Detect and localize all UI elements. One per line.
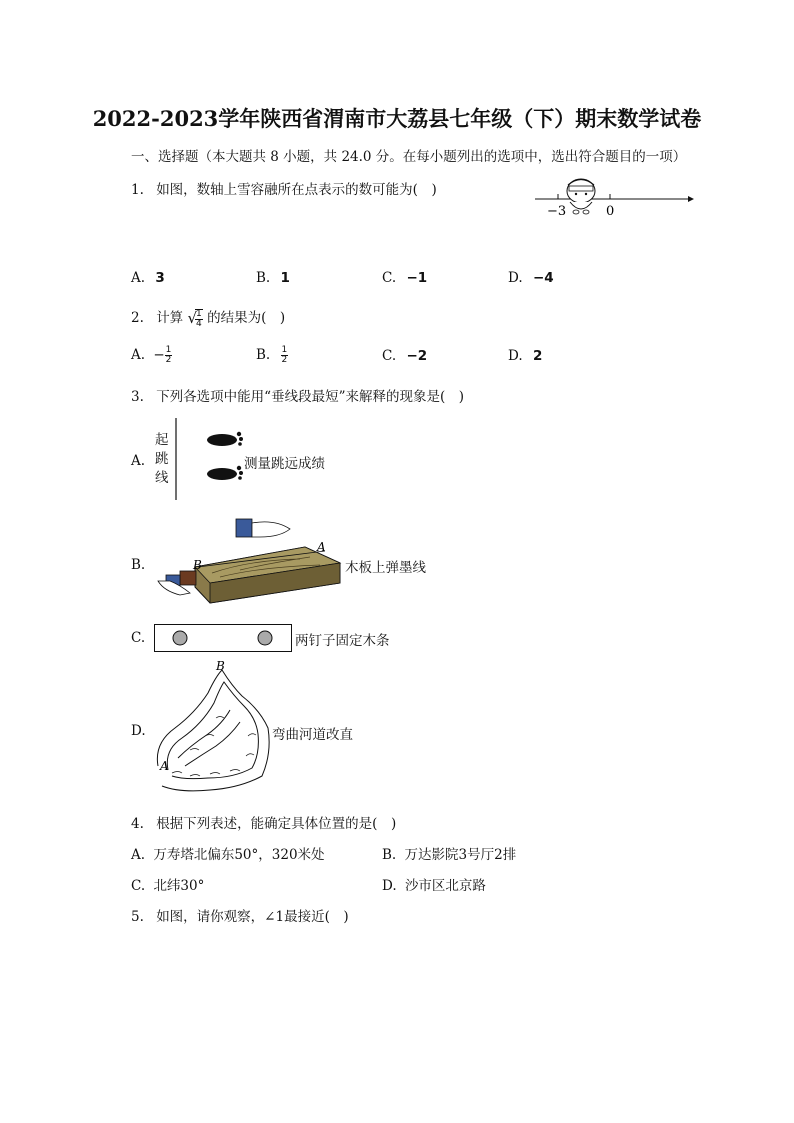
question-5 xyxy=(131,905,349,925)
question-number: 1. xyxy=(131,182,144,198)
long-jump-figure xyxy=(172,418,247,502)
question-text: 如图，请你观察，∠1最接近( ) xyxy=(156,909,349,925)
axis-label: −3 xyxy=(547,204,567,219)
question-number: 4. xyxy=(131,816,144,832)
q3-option-a-caption: 测量跳远成绩 xyxy=(244,456,325,472)
q3-option-c-caption: 两钉子固定木条 xyxy=(295,633,390,649)
q3-option-d[interactable]: D. xyxy=(131,723,146,739)
q2-option-b[interactable]: B. $\frac{1}{2}$ xyxy=(256,345,288,365)
river-figure xyxy=(150,658,275,800)
question-text: 如图，数轴上雪容融所在点表示的数可能为( ) xyxy=(156,182,437,198)
q4-option-c[interactable]: C. 北纬30° xyxy=(131,878,205,894)
question-text: 下列各选项中能用“垂线段最短”来解释的现象是( ) xyxy=(156,389,465,405)
q2-option-c[interactable]: C. −2 xyxy=(382,348,428,364)
q3-option-d-caption: 弯曲河道改直 xyxy=(272,727,353,743)
radical-expression: √ $\frac{1}{4}$ xyxy=(187,308,202,329)
q3-option-b[interactable]: B. xyxy=(131,557,146,573)
q4-option-a[interactable]: A. 万寿塔北偏东50°，320米处 xyxy=(131,847,325,863)
q3-option-a[interactable]: A. xyxy=(131,453,146,469)
q1-option-b[interactable]: B. 1 xyxy=(256,270,290,286)
point-label: A xyxy=(160,759,169,773)
q2-option-a[interactable]: A. − $\frac{1}{2}$ xyxy=(131,345,172,365)
question-3 xyxy=(131,385,464,405)
q3-option-b-caption: 木板上弹墨线 xyxy=(345,560,426,576)
q2-option-d[interactable]: D. 2 xyxy=(508,348,543,364)
footprint-icon xyxy=(207,466,243,480)
question-text: 计算 xyxy=(156,310,184,326)
page-title: 2022-2023学年陕西省渭南市大荔县七年级（下）期末数学试卷 xyxy=(92,106,702,131)
takeoff-line-label: 起 跳 线 xyxy=(155,432,169,486)
wood-strip-figure xyxy=(154,624,294,654)
point-label: A xyxy=(317,540,326,554)
question-number: 3. xyxy=(131,389,144,405)
q4-option-d[interactable]: D. 沙市区北京路 xyxy=(382,878,486,894)
number-line-figure xyxy=(530,172,695,222)
axis-label: 0 xyxy=(606,204,615,219)
hand-icon xyxy=(158,571,196,595)
question-1 xyxy=(131,178,437,198)
section-header: 一、选择题（本大题共 8 小题，共 24.0 分。在每小题列出的选项中，选出符合题目的一项） xyxy=(131,149,687,165)
q3-option-c[interactable]: C. xyxy=(131,630,146,646)
nail-icon xyxy=(258,631,272,645)
point-label: B xyxy=(193,558,202,572)
nail-icon xyxy=(173,631,187,645)
q4-option-b[interactable]: B. 万达影院3号厅2排 xyxy=(382,847,517,863)
q1-option-d[interactable]: D. −4 xyxy=(508,270,554,286)
arrow-icon xyxy=(688,196,694,202)
radical-sign-icon: √ xyxy=(187,308,198,327)
mascot-icon xyxy=(567,179,595,214)
q1-option-a[interactable]: A. 3 xyxy=(131,270,165,286)
question-4 xyxy=(131,812,396,832)
question-number: 2. xyxy=(131,310,144,326)
footprint-icon xyxy=(207,432,243,446)
question-2 xyxy=(131,306,285,329)
question-text: 的结果为( ) xyxy=(207,310,286,326)
question-text: 根据下列表述，能确定具体位置的是( ) xyxy=(156,816,397,832)
hand-icon xyxy=(236,519,290,537)
q1-option-c[interactable]: C. −1 xyxy=(382,270,428,286)
point-label: B xyxy=(216,659,225,673)
question-number: 5. xyxy=(131,909,144,925)
wood-board-figure xyxy=(150,515,345,610)
